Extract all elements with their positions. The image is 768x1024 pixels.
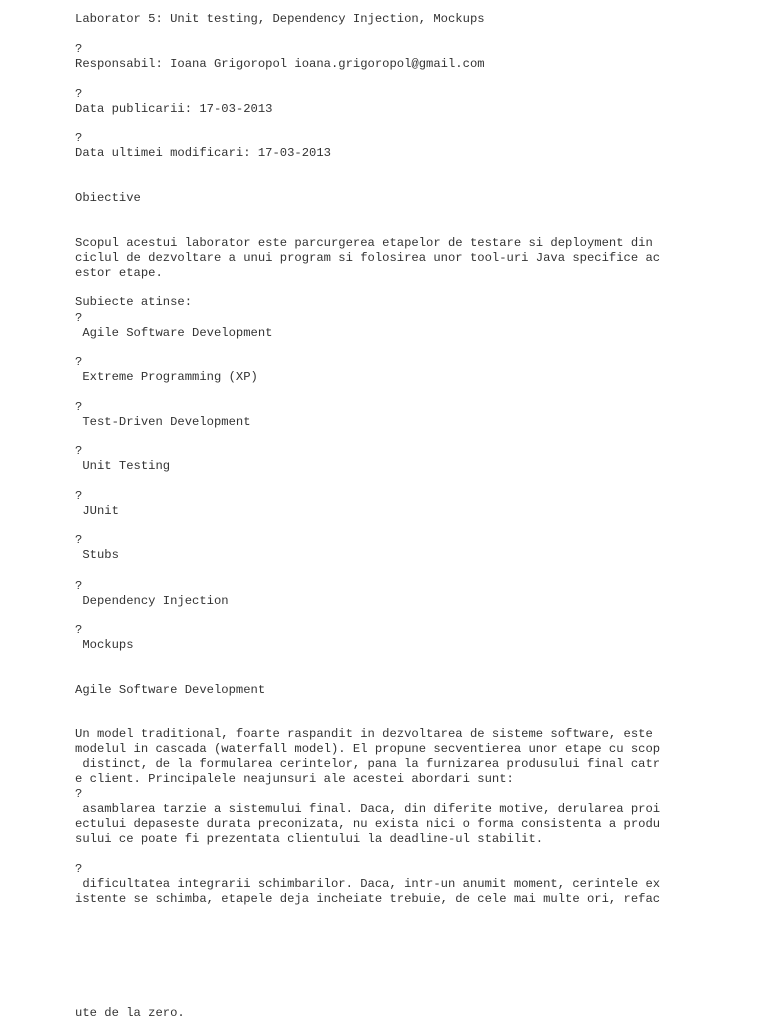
placeholder-glyph: ? bbox=[75, 87, 83, 101]
section-heading-obiective: Obiective bbox=[75, 191, 141, 205]
bullet-glyph: ? bbox=[75, 787, 83, 801]
paragraph-line: distinct, de la formularea cerintelor, pana la furnizarea produsului final catr bbox=[75, 757, 661, 771]
list-item: Mockups bbox=[75, 638, 134, 652]
paragraph-line: ectului depaseste durata preconizata, nu exista nici o forma consistenta a produ bbox=[75, 817, 661, 831]
responsible-line: Responsabil: Ioana Grigoropol ioana.grigoropol@gmail.com bbox=[75, 57, 485, 71]
subiecte-heading: Subiecte atinse: bbox=[75, 295, 193, 309]
bullet-glyph: ? bbox=[75, 579, 83, 593]
paragraph-line: e client. Principalele neajunsuri ale acestei abordari sunt: bbox=[75, 772, 514, 786]
list-item: Stubs bbox=[75, 548, 119, 562]
modification-date: Data ultimei modificari: 17-03-2013 bbox=[75, 146, 331, 160]
list-item: Test-Driven Development bbox=[75, 415, 251, 429]
paragraph-line: ciclul de dezvoltare a unui program si folosirea unor tool-uri Java specifice ac bbox=[75, 251, 661, 265]
bullet-glyph: ? bbox=[75, 623, 83, 637]
list-item: Extreme Programming (XP) bbox=[75, 370, 258, 384]
paragraph-line: Un model traditional, foarte raspandit in dezvoltarea de sisteme software, este bbox=[75, 727, 653, 741]
placeholder-glyph: ? bbox=[75, 131, 83, 145]
paragraph-line: modelul in cascada (waterfall model). El propune secventierea unor etape cu scop bbox=[75, 742, 661, 756]
bullet-glyph: ? bbox=[75, 444, 83, 458]
placeholder-glyph: ? bbox=[75, 42, 83, 56]
list-item: JUnit bbox=[75, 504, 119, 518]
bullet-glyph: ? bbox=[75, 489, 83, 503]
paragraph-line: ute de la zero. bbox=[75, 1006, 185, 1020]
paragraph-line: dificultatea integrarii schimbarilor. Daca, intr-un anumit moment, cerintele ex bbox=[75, 877, 661, 891]
list-item: Unit Testing bbox=[75, 459, 171, 473]
bullet-glyph: ? bbox=[75, 862, 83, 876]
list-item: Agile Software Development bbox=[75, 326, 273, 340]
list-item: Dependency Injection bbox=[75, 594, 229, 608]
document-title: Laborator 5: Unit testing, Dependency Injection, Mockups bbox=[75, 12, 485, 26]
section-heading-agile: Agile Software Development bbox=[75, 683, 266, 697]
paragraph-line: sului ce poate fi prezentata clientului la deadline-ul stabilit. bbox=[75, 832, 544, 846]
paragraph-line: Scopul acestui laborator este parcurgerea etapelor de testare si deployment din bbox=[75, 236, 653, 250]
bullet-glyph: ? bbox=[75, 355, 83, 369]
paragraph-line: estor etape. bbox=[75, 266, 163, 280]
bullet-glyph: ? bbox=[75, 533, 83, 547]
publication-date: Data publicarii: 17-03-2013 bbox=[75, 102, 273, 116]
paragraph-line: istente se schimba, etapele deja incheiate trebuie, de cele mai multe ori, refac bbox=[75, 892, 661, 906]
bullet-glyph: ? bbox=[75, 400, 83, 414]
bullet-glyph: ? bbox=[75, 311, 83, 325]
paragraph-line: asamblarea tarzie a sistemului final. Daca, din diferite motive, derularea proi bbox=[75, 802, 661, 816]
